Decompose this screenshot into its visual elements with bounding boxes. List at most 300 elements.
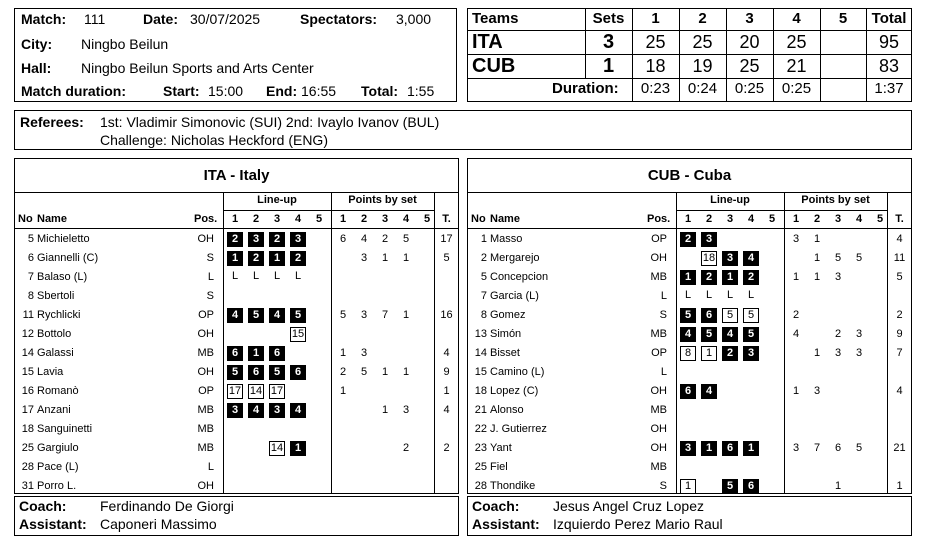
player-row (467, 477, 912, 496)
points-set-header: 2 (813, 213, 821, 225)
referees-line-2: Challenge: Nicholas Heckford (ENG) (100, 132, 328, 148)
player-name: Romanò (37, 385, 79, 397)
player-number: 16 (21, 385, 34, 397)
spectators-label: Spectators: (300, 11, 378, 27)
player-name: Porro L. (37, 480, 77, 492)
hall-label: Hall: (21, 60, 52, 76)
coach-name: Ferdinando De Giorgi (100, 498, 234, 514)
points-set-header: 2 (360, 213, 368, 225)
player-row (14, 477, 459, 496)
player-position: S (206, 290, 214, 302)
set-points: 1 (834, 480, 842, 492)
score-header-total: Total (871, 10, 907, 27)
score-s4-cub: 21 (786, 56, 807, 76)
set-points: 1 (339, 347, 347, 359)
set-points: 6 (834, 442, 842, 454)
player-position: OP (651, 347, 667, 359)
end-label: End: (266, 83, 298, 99)
points-set-header: 1 (792, 213, 800, 225)
player-total: 2 (443, 442, 450, 454)
lineup-cell: 5 (701, 327, 717, 342)
col-no-header: No (18, 213, 33, 225)
player-position: OH (197, 480, 214, 492)
lineup-cell: 2 (680, 232, 696, 247)
lineup-cell: 4 (248, 403, 264, 418)
player-total: 1 (896, 480, 903, 492)
score-header-2: 2 (698, 10, 707, 27)
score-sets-cub: 1 (602, 55, 615, 77)
lineup-cell: 2 (227, 232, 243, 247)
start-label: Start: (163, 83, 200, 99)
lineup-set-header: 2 (705, 213, 713, 225)
lineup-cell: L (231, 270, 239, 282)
team-title-divider (467, 192, 912, 193)
points-set-header: 5 (423, 213, 431, 225)
lineup-cell: L (705, 289, 713, 301)
match-number: 111 (84, 11, 106, 27)
player-total: 21 (893, 442, 906, 454)
score-header-teams: Teams (472, 10, 519, 27)
col-pos-header: Pos. (647, 213, 671, 225)
lineup-cell: 3 (680, 441, 696, 456)
set-points: 3 (834, 347, 842, 359)
player-total: 2 (896, 309, 903, 321)
match-info-panel (14, 8, 457, 102)
player-name: Thondike (490, 480, 536, 492)
set-points: 5 (855, 252, 863, 264)
player-name: Balaso (L) (37, 271, 88, 283)
score-s2-ita: 25 (692, 32, 713, 52)
set-points: 5 (402, 233, 410, 245)
date-label: Date: (143, 11, 179, 27)
set-points: 3 (855, 347, 863, 359)
score-header-1: 1 (651, 10, 660, 27)
lineup-cell: 1 (248, 346, 264, 361)
header-divider (14, 228, 459, 229)
lineup-cell: 1 (269, 251, 285, 266)
duration-label: Match duration: (21, 83, 126, 99)
player-number: 8 (480, 309, 487, 321)
set-points: 1 (813, 347, 821, 359)
player-position: L (207, 271, 214, 283)
player-number: 28 (474, 480, 487, 492)
set-points: 3 (834, 271, 842, 283)
col-pos-header: Pos. (194, 213, 218, 225)
lineup-cell: 4 (701, 384, 717, 399)
player-position: OH (650, 423, 667, 435)
set-points: 5 (834, 252, 842, 264)
lineup-cell: 5 (269, 365, 285, 380)
player-name: Masso (490, 233, 523, 245)
team-title: CUB - Cuba (647, 167, 732, 184)
player-number: 17 (21, 404, 34, 416)
score-header-3: 3 (745, 10, 754, 27)
player-row (467, 306, 912, 325)
col-name-header: Name (37, 213, 67, 225)
set-points: 3 (792, 233, 800, 245)
player-number: 8 (27, 290, 34, 302)
lineup-cell: 5 (722, 308, 738, 323)
player-position: MB (197, 347, 214, 359)
lineup-cell: L (252, 270, 260, 282)
player-number: 28 (21, 461, 34, 473)
player-position: MB (650, 328, 667, 340)
player-position: OH (197, 366, 214, 378)
player-name: Gomez (490, 309, 526, 321)
player-number: 15 (474, 366, 487, 378)
player-name: Giannelli (C) (37, 252, 99, 264)
assistant-label: Assistant: (472, 516, 540, 532)
player-position: MB (197, 404, 214, 416)
lineup-set-header: 1 (684, 213, 692, 225)
points-header: Points by set (801, 194, 870, 206)
set-points: 1 (381, 404, 389, 416)
player-number: 1 (480, 233, 487, 245)
lineup-cell: 14 (249, 385, 263, 397)
player-name: Alonso (490, 404, 524, 416)
player-number: 23 (474, 442, 487, 454)
lineup-cell: 6 (227, 346, 243, 361)
lineup-cell: 3 (722, 251, 738, 266)
player-row (14, 363, 459, 382)
set-points: 1 (813, 271, 821, 283)
lineup-cell: 14 (270, 442, 284, 454)
lineup-set-header: 4 (294, 213, 302, 225)
set-points: 3 (402, 404, 410, 416)
lineup-cell: 3 (290, 232, 306, 247)
player-row (14, 420, 459, 439)
score-duration-label: Duration: (552, 80, 619, 97)
set-points: 1 (381, 252, 389, 264)
match-label: Match: (21, 11, 67, 27)
player-position: S (659, 309, 667, 321)
lineup-cell: 6 (722, 441, 738, 456)
score-row-divider (467, 54, 912, 55)
set-points: 2 (339, 366, 347, 378)
lineup-cell: 17 (270, 385, 284, 397)
lineup-cell: 4 (269, 308, 285, 323)
lineup-cell: 1 (701, 346, 717, 361)
lineup-cell: 3 (743, 346, 759, 361)
lineup-cell: 17 (228, 385, 242, 397)
spectators-count: 3,000 (396, 11, 432, 27)
player-total: 7 (896, 347, 903, 359)
player-row (467, 325, 912, 344)
referees-label: Referees: (20, 114, 84, 130)
player-name: Garcia (L) (490, 290, 539, 302)
score-row-divider (467, 78, 912, 79)
lineup-cell: 15 (291, 328, 305, 340)
lineup-cell: 3 (227, 403, 243, 418)
player-number: 18 (21, 423, 34, 435)
lineup-cell: L (294, 270, 302, 282)
player-name: Sanguinetti (37, 423, 93, 435)
player-row (14, 382, 459, 401)
lineup-set-header: 4 (747, 213, 755, 225)
player-name: Gargiulo (37, 442, 79, 454)
lineup-set-header: 5 (768, 213, 776, 225)
player-row (14, 458, 459, 477)
player-position: L (660, 366, 667, 378)
player-position: OP (198, 309, 214, 321)
lineup-cell: 1 (743, 441, 759, 456)
player-name: Yant (490, 442, 512, 454)
player-number: 5 (27, 233, 34, 245)
set-points: 3 (360, 347, 368, 359)
player-row (467, 439, 912, 458)
player-row (467, 287, 912, 306)
coach-label: Coach: (19, 498, 67, 514)
set-points: 1 (813, 233, 821, 245)
player-position: OP (198, 385, 214, 397)
lineup-header: Line-up (257, 194, 297, 206)
set-points: 1 (402, 252, 410, 264)
lineup-cell: 1 (227, 251, 243, 266)
lineup-set-header: 5 (315, 213, 323, 225)
player-total: 4 (443, 347, 450, 359)
player-total: 1 (443, 385, 450, 397)
player-number: 13 (474, 328, 487, 340)
player-total: 5 (443, 252, 450, 264)
set-points: 1 (402, 366, 410, 378)
set-points: 2 (792, 309, 800, 321)
player-row (467, 249, 912, 268)
player-name: Michieletto (37, 233, 90, 245)
points-set-header: 3 (381, 213, 389, 225)
set-points: 2 (834, 328, 842, 340)
score-team-cub: CUB (472, 55, 516, 77)
player-position: L (207, 461, 214, 473)
player-row (467, 363, 912, 382)
set-points: 1 (792, 271, 800, 283)
player-row (467, 458, 912, 477)
player-row (14, 287, 459, 306)
player-name: Anzani (37, 404, 71, 416)
player-number: 21 (474, 404, 487, 416)
player-position: S (659, 480, 667, 492)
player-number: 5 (480, 271, 487, 283)
player-name: J. Gutierrez (490, 423, 547, 435)
referees-panel (14, 110, 912, 150)
set-points: 3 (813, 385, 821, 397)
end-time: 16:55 (301, 83, 337, 99)
lineup-cell: 2 (269, 232, 285, 247)
player-name: Camino (L) (490, 366, 545, 378)
player-position: OH (197, 233, 214, 245)
group-header-divider (676, 210, 887, 211)
set-points: 7 (381, 309, 389, 321)
lineup-cell: 1 (722, 270, 738, 285)
points-header: Points by set (348, 194, 417, 206)
player-total: 9 (443, 366, 450, 378)
player-position: OH (650, 442, 667, 454)
score-total-cub: 83 (878, 56, 900, 76)
lineup-set-header: 3 (726, 213, 734, 225)
score-s4-ita: 25 (786, 32, 807, 52)
player-row (467, 268, 912, 287)
player-number: 15 (21, 366, 34, 378)
score-header-5: 5 (838, 10, 848, 27)
lineup-cell: 4 (290, 403, 306, 418)
player-number: 18 (474, 385, 487, 397)
points-set-header: 4 (855, 213, 863, 225)
set-points: 5 (855, 442, 863, 454)
player-row (467, 420, 912, 439)
player-position: MB (197, 423, 214, 435)
player-row (14, 268, 459, 287)
player-name: Galassi (37, 347, 74, 359)
player-name: Fiel (490, 461, 508, 473)
points-set-header: 1 (339, 213, 347, 225)
lineup-set-header: 2 (252, 213, 260, 225)
lineup-cell: 6 (680, 384, 696, 399)
player-name: Mergarejo (490, 252, 540, 264)
player-row (14, 344, 459, 363)
city-label: City: (21, 36, 53, 52)
header-divider (467, 228, 912, 229)
player-total: 9 (896, 328, 903, 340)
player-row (14, 230, 459, 249)
player-number: 22 (474, 423, 487, 435)
lineup-cell: 2 (722, 346, 738, 361)
player-name: Lopez (C) (490, 385, 539, 397)
player-number: 31 (21, 480, 34, 492)
player-position: MB (650, 404, 667, 416)
lineup-cell: 5 (248, 308, 264, 323)
player-position: MB (197, 442, 214, 454)
player-row (14, 439, 459, 458)
lineup-cell: 8 (680, 346, 696, 361)
player-total: 4 (896, 385, 903, 397)
score-duration-set: 0:25 (781, 80, 812, 97)
set-points: 5 (339, 309, 347, 321)
lineup-header: Line-up (710, 194, 750, 206)
score-s1-cub: 18 (645, 56, 666, 76)
lineup-cell: L (747, 289, 755, 301)
col-total-header: T. (895, 213, 904, 225)
player-row (467, 344, 912, 363)
set-points: 4 (360, 233, 368, 245)
score-team-ita: ITA (472, 31, 503, 53)
score-total-ita: 95 (878, 32, 900, 52)
player-row (14, 249, 459, 268)
lineup-cell: 6 (290, 365, 306, 380)
lineup-cell: 2 (248, 251, 264, 266)
player-row (14, 401, 459, 420)
set-points: 3 (360, 309, 368, 321)
score-duration-set: 1:37 (874, 80, 904, 97)
group-header-divider (223, 210, 434, 211)
player-total: 11 (893, 252, 906, 264)
lineup-cell: 6 (701, 308, 717, 323)
lineup-cell: 3 (701, 232, 717, 247)
col-total-header: T. (442, 213, 451, 225)
player-total: 5 (896, 271, 903, 283)
set-points: 3 (360, 252, 368, 264)
player-name: Bisset (490, 347, 520, 359)
lineup-cell: 5 (290, 308, 306, 323)
lineup-cell: 1 (680, 270, 696, 285)
lineup-cell: 4 (680, 327, 696, 342)
lineup-set-header: 1 (231, 213, 239, 225)
hall-value: Ningbo Beilun Sports and Arts Center (81, 60, 314, 76)
set-points: 1 (381, 366, 389, 378)
col-name-header: Name (490, 213, 520, 225)
set-points: 2 (381, 233, 389, 245)
player-position: S (206, 252, 214, 264)
score-row-divider (467, 30, 912, 31)
score-duration-set: 0:23 (640, 80, 671, 97)
lineup-cell: 5 (722, 479, 738, 494)
player-number: 14 (21, 347, 34, 359)
assistant-name: Caponeri Massimo (100, 516, 217, 532)
player-position: MB (650, 461, 667, 473)
score-duration-set: 0:25 (734, 80, 765, 97)
lineup-cell: L (726, 289, 734, 301)
lineup-cell: 2 (290, 251, 306, 266)
set-points: 6 (339, 233, 347, 245)
score-sets-ita: 3 (602, 31, 615, 53)
set-points: 3 (855, 328, 863, 340)
lineup-cell: 5 (743, 327, 759, 342)
score-header-4: 4 (792, 10, 801, 27)
player-name: Pace (L) (37, 461, 79, 473)
lineup-cell: 3 (269, 403, 285, 418)
lineup-cell: 4 (227, 308, 243, 323)
lineup-cell: 6 (248, 365, 264, 380)
score-s3-ita: 20 (739, 32, 760, 52)
lineup-cell: 1 (290, 441, 306, 456)
player-position: L (660, 290, 667, 302)
player-name: Concepcion (490, 271, 549, 283)
player-number: 25 (474, 461, 487, 473)
score-s2-cub: 19 (692, 56, 713, 76)
city-value: Ningbo Beilun (81, 36, 169, 52)
lineup-cell: 2 (701, 270, 717, 285)
col-no-header: No (471, 213, 486, 225)
lineup-cell: 1 (680, 479, 696, 494)
player-name: Simón (490, 328, 522, 340)
player-name: Sbertoli (37, 290, 75, 302)
player-position: OH (197, 328, 214, 340)
total-duration: 1:55 (407, 83, 435, 99)
lineup-set-header: 3 (273, 213, 281, 225)
lineup-cell: 2 (743, 270, 759, 285)
player-name: Bottolo (37, 328, 72, 340)
lineup-cell: 3 (248, 232, 264, 247)
player-number: 25 (21, 442, 34, 454)
set-points: 1 (402, 309, 410, 321)
lineup-cell: 5 (743, 308, 759, 323)
set-points: 7 (813, 442, 821, 454)
lineup-cell: 1 (701, 441, 717, 456)
lineup-cell: 18 (702, 252, 716, 264)
set-points: 1 (339, 385, 347, 397)
player-row (14, 325, 459, 344)
coach-label: Coach: (472, 498, 520, 514)
points-set-header: 3 (834, 213, 842, 225)
player-row (14, 306, 459, 325)
player-row (467, 401, 912, 420)
player-row (467, 230, 912, 249)
player-row (467, 382, 912, 401)
points-set-header: 4 (402, 213, 410, 225)
match-date: 30/07/2025 (190, 11, 261, 27)
player-position: MB (650, 271, 667, 283)
assistant-name: Izquierdo Perez Mario Raul (553, 516, 723, 532)
lineup-cell: 4 (743, 251, 759, 266)
player-number: 7 (480, 290, 487, 302)
